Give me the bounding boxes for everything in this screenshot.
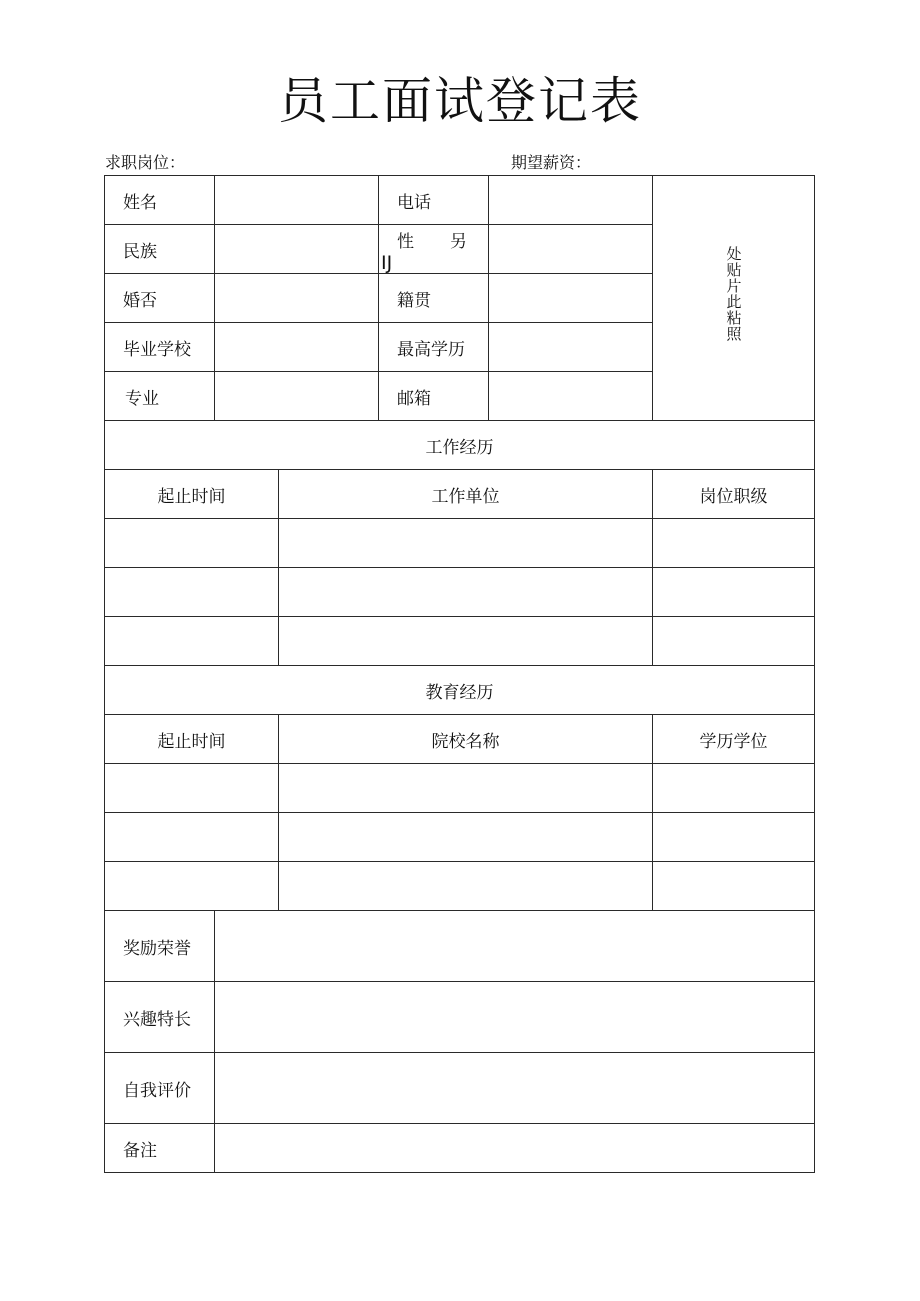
- gender-field[interactable]: [488, 224, 653, 274]
- major-field[interactable]: [214, 371, 379, 421]
- work-row-2-company[interactable]: [278, 567, 653, 617]
- hometown-field[interactable]: [488, 273, 653, 323]
- phone-label: 电话: [378, 175, 489, 225]
- name-label: 姓名: [104, 175, 215, 225]
- work-col-period: 起止时间: [104, 469, 279, 519]
- work-row-3-company[interactable]: [278, 616, 653, 666]
- self-eval-field[interactable]: [214, 1052, 815, 1124]
- gender-label: [378, 224, 489, 274]
- awards-field[interactable]: [214, 910, 815, 982]
- edu-row-3-degree[interactable]: [652, 861, 815, 911]
- notes-field[interactable]: [214, 1123, 815, 1173]
- marital-field[interactable]: [214, 273, 379, 323]
- work-row-3-period[interactable]: [104, 616, 279, 666]
- gender-label-char-3: IJ: [381, 252, 393, 274]
- name-field[interactable]: [214, 175, 379, 225]
- edu-row-2-school[interactable]: [278, 812, 653, 862]
- degree-field[interactable]: [488, 322, 653, 372]
- hometown-label: 籍贯: [378, 273, 489, 323]
- work-row-1-company[interactable]: [278, 518, 653, 568]
- position-label: 求职岗位：: [105, 153, 186, 172]
- school-field[interactable]: [214, 322, 379, 372]
- awards-label: 奖励荣誉: [104, 910, 215, 982]
- hobbies-field[interactable]: [214, 981, 815, 1053]
- email-field[interactable]: [488, 371, 653, 421]
- major-label: 专业: [104, 371, 215, 421]
- marital-label: 婚否: [104, 273, 215, 323]
- phone-field[interactable]: [488, 175, 653, 225]
- photo-box[interactable]: [652, 175, 815, 421]
- ethnicity-field[interactable]: [214, 224, 379, 274]
- edu-col-period: 起止时间: [104, 714, 279, 764]
- degree-label: 最高学历: [378, 322, 489, 372]
- edu-col-degree: 学历学位: [652, 714, 815, 764]
- edu-row-2-degree[interactable]: [652, 812, 815, 862]
- edu-row-3-period[interactable]: [104, 861, 279, 911]
- work-row-1-position[interactable]: [652, 518, 815, 568]
- edu-col-school: 院校名称: [278, 714, 653, 764]
- page-title: 员工面试登记表: [278, 72, 642, 130]
- work-section-title: 工作经历: [104, 420, 815, 470]
- education-section-title: 教育经历: [104, 665, 815, 715]
- work-col-company: 工作单位: [278, 469, 653, 519]
- hobbies-label: 兴趣特长: [104, 981, 215, 1053]
- gender-label-char-1: 性: [397, 232, 414, 252]
- notes-label: 备注: [104, 1123, 215, 1173]
- work-col-position: 岗位职级: [652, 469, 815, 519]
- work-row-2-period[interactable]: [104, 567, 279, 617]
- edu-row-1-period[interactable]: [104, 763, 279, 813]
- work-row-1-period[interactable]: [104, 518, 279, 568]
- edu-row-1-school[interactable]: [278, 763, 653, 813]
- ethnicity-label: 民族: [104, 224, 215, 274]
- email-label: 邮箱: [378, 371, 489, 421]
- school-label: 毕业学校: [104, 322, 215, 372]
- edu-row-2-period[interactable]: [104, 812, 279, 862]
- salary-label: 期望薪资：: [511, 153, 592, 172]
- work-row-3-position[interactable]: [652, 616, 815, 666]
- edu-row-3-school[interactable]: [278, 861, 653, 911]
- edu-row-1-degree[interactable]: [652, 763, 815, 813]
- work-row-2-position[interactable]: [652, 567, 815, 617]
- self-eval-label: 自我评价: [104, 1052, 215, 1124]
- photo-label: 处贴片此粘照: [724, 246, 743, 342]
- gender-label-char-2: 另: [450, 232, 467, 252]
